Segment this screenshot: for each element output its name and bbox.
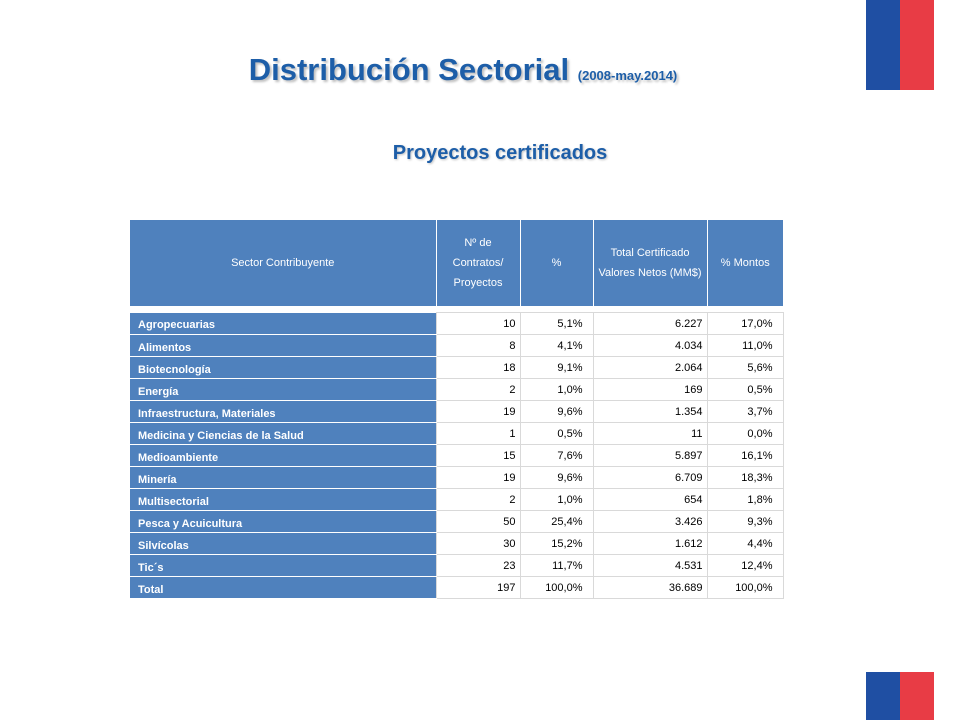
sector-label: Silvícolas [138, 539, 189, 552]
flag-bottom-logo [866, 672, 934, 720]
cell-total: 6.709 [593, 467, 707, 489]
cell-total: 3.426 [593, 511, 707, 533]
cell-total: 6.227 [593, 313, 707, 335]
cell-sector [130, 401, 436, 423]
cell-total: 1.612 [593, 533, 707, 555]
table-row [130, 379, 783, 401]
cell-sector [130, 555, 436, 577]
cell-total: 4.531 [593, 555, 707, 577]
cell-pct-montos: 11,0% [707, 335, 783, 357]
cell-sector [130, 445, 436, 467]
cell-pct: 11,7% [520, 555, 593, 577]
cell-pct: 1,0% [520, 379, 593, 401]
cell-total: 2.064 [593, 357, 707, 379]
cell-pct: 0,5% [520, 423, 593, 445]
cell-pct: 15,2% [520, 533, 593, 555]
sector-label: Biotecnología [138, 363, 211, 376]
cell-pct-montos: 18,3% [707, 467, 783, 489]
cell-pct: 9,1% [520, 357, 593, 379]
sector-label: Medicina y Ciencias de la Salud [138, 429, 304, 442]
cell-contratos: 8 [436, 335, 520, 357]
cell-pct: 5,1% [520, 313, 593, 335]
cell-total: 1.354 [593, 401, 707, 423]
cell-sector [130, 313, 436, 335]
cell-pct: 100,0% [520, 577, 593, 599]
cell-contratos: 30 [436, 533, 520, 555]
cell-pct: 7,6% [520, 445, 593, 467]
cell-contratos: 197 [436, 577, 520, 599]
cell-sector [130, 335, 436, 357]
cell-sector [130, 423, 436, 445]
header-total: Total Certificado Valores Netos (MM$) [593, 220, 707, 306]
header-pct-montos: % Montos [707, 220, 783, 306]
table-header-row [130, 220, 783, 306]
sector-label: Pesca y Acuicultura [138, 517, 243, 530]
sector-label: Infraestructura, Materiales [138, 407, 276, 420]
sector-label: Energía [138, 385, 179, 398]
table-row [130, 467, 783, 489]
table-row [130, 401, 783, 423]
cell-pct-montos: 3,7% [707, 401, 783, 423]
cell-sector [130, 577, 436, 599]
cell-total: 654 [593, 489, 707, 511]
cell-pct: 9,6% [520, 401, 593, 423]
table-row [130, 313, 783, 335]
cell-pct-montos: 16,1% [707, 445, 783, 467]
table-row [130, 335, 783, 357]
cell-contratos: 19 [436, 401, 520, 423]
cell-contratos: 19 [436, 467, 520, 489]
cell-pct-montos: 1,8% [707, 489, 783, 511]
header-sector: Sector Contribuyente [130, 220, 436, 306]
cell-contratos: 2 [436, 489, 520, 511]
sector-label: Minería [138, 473, 177, 486]
header-contratos: Nº de Contratos/ Proyectos [436, 220, 520, 306]
table-row [130, 533, 783, 555]
cell-sector [130, 533, 436, 555]
cell-sector [130, 379, 436, 401]
cell-pct-montos: 100,0% [707, 577, 783, 599]
cell-pct-montos: 4,4% [707, 533, 783, 555]
cell-contratos: 18 [436, 357, 520, 379]
table-row [130, 511, 783, 533]
cell-total: 4.034 [593, 335, 707, 357]
sector-label: Tic´s [138, 561, 164, 574]
cell-pct: 9,6% [520, 467, 593, 489]
table-row [130, 555, 783, 577]
sector-label: Alimentos [138, 341, 192, 354]
table-row [130, 423, 783, 445]
section-subtitle: Proyectos certificados [392, 142, 608, 164]
cell-total: 5.897 [593, 445, 707, 467]
cell-pct-montos: 12,4% [707, 555, 783, 577]
sector-table [130, 220, 784, 599]
table-row [130, 577, 783, 599]
cell-sector [130, 511, 436, 533]
cell-pct-montos: 9,3% [707, 511, 783, 533]
cell-contratos: 10 [436, 313, 520, 335]
cell-pct: 1,0% [520, 489, 593, 511]
cell-pct: 4,1% [520, 335, 593, 357]
table-row [130, 357, 783, 379]
cell-contratos: 1 [436, 423, 520, 445]
cell-pct-montos: 17,0% [707, 313, 783, 335]
title-period: (2008-may.2014) [577, 68, 678, 83]
sector-label: Total [138, 583, 164, 596]
cell-total: 36.689 [593, 577, 707, 599]
cell-pct-montos: 0,0% [707, 423, 783, 445]
table-row [130, 445, 783, 467]
cell-sector [130, 467, 436, 489]
cell-sector [130, 489, 436, 511]
cell-total: 11 [593, 423, 707, 445]
cell-contratos: 2 [436, 379, 520, 401]
flag-blue-stripe [866, 672, 900, 720]
sector-label: Multisectorial [138, 495, 209, 508]
table-row [130, 489, 783, 511]
cell-contratos: 23 [436, 555, 520, 577]
cell-contratos: 15 [436, 445, 520, 467]
cell-sector [130, 357, 436, 379]
sector-label: Medioambiente [138, 451, 219, 464]
sector-label: Agropecuarias [138, 319, 216, 332]
page-title [0, 52, 926, 88]
cell-pct-montos: 5,6% [707, 357, 783, 379]
header-pct: % [520, 220, 593, 306]
flag-red-stripe [900, 672, 934, 720]
title-main: Distribución Sectorial [248, 52, 570, 87]
cell-pct-montos: 0,5% [707, 379, 783, 401]
cell-pct: 25,4% [520, 511, 593, 533]
cell-total: 169 [593, 379, 707, 401]
cell-contratos: 50 [436, 511, 520, 533]
